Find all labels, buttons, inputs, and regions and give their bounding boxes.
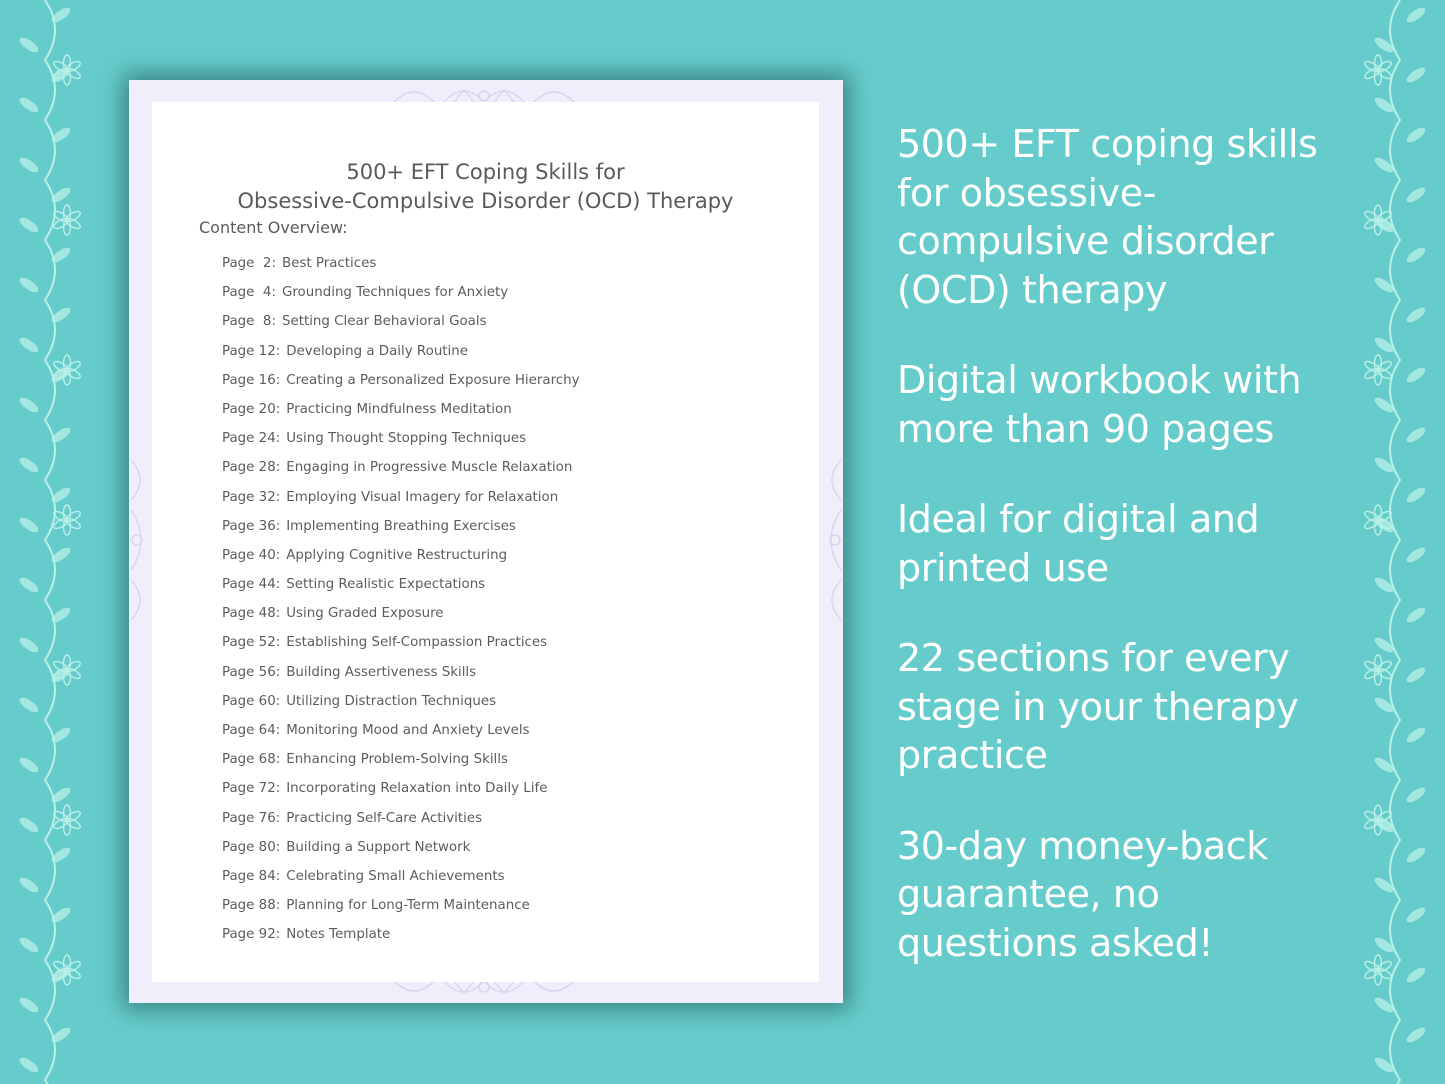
toc-entry-title: Grounding Techniques for Anxiety — [281, 285, 509, 301]
content-overview-heading: Content Overview: — [199, 218, 348, 237]
toc-entry-title: Using Graded Exposure — [286, 606, 444, 622]
toc-page-number: Page 8: — [222, 314, 276, 330]
toc-page-number: Page 88: — [222, 898, 281, 914]
feature-line: (OCD) therapy — [897, 267, 1168, 312]
toc-page-number: Page 32: — [222, 489, 281, 505]
table-of-contents — [222, 253, 580, 954]
toc-entry — [222, 311, 580, 340]
feature-item — [897, 634, 1367, 780]
toc-page-number: Page 60: — [222, 693, 281, 709]
toc-entry — [222, 632, 580, 661]
toc-page-number: Page 40: — [222, 547, 281, 563]
toc-page-number: Page 92: — [222, 927, 281, 943]
toc-entry-title: Using Thought Stopping Techniques — [286, 431, 527, 447]
toc-page-number: Page 52: — [222, 635, 281, 651]
toc-entry-title: Building a Support Network — [286, 839, 471, 855]
toc-entry — [222, 487, 580, 516]
toc-page-number: Page 76: — [222, 810, 281, 826]
toc-entry — [222, 574, 580, 603]
toc-entry — [222, 720, 580, 749]
toc-page-number: Page 12: — [222, 343, 281, 359]
feature-line: 500+ EFT coping skills — [897, 122, 1318, 166]
document-title — [152, 158, 819, 216]
toc-page-number: Page 72: — [222, 781, 281, 797]
toc-entry-title: Celebrating Small Achievements — [286, 868, 505, 884]
toc-entry-title: Practicing Self-Care Activities — [286, 810, 483, 826]
toc-entry-title: Developing a Daily Routine — [286, 343, 469, 359]
toc-entry-title: Utilizing Distraction Techniques — [286, 693, 497, 709]
feature-line: 22 sections for every — [897, 636, 1290, 680]
feature-item — [897, 495, 1367, 592]
feature-item — [897, 120, 1367, 314]
page-content — [152, 102, 819, 982]
floral-vine-left — [0, 0, 90, 1084]
toc-entry — [222, 370, 580, 399]
toc-page-number: Page 4: — [222, 285, 276, 301]
toc-entry-title: Employing Visual Imagery for Relaxation — [286, 489, 559, 505]
toc-entry-title: Applying Cognitive Restructuring — [286, 547, 508, 563]
toc-page-number: Page 68: — [222, 752, 281, 768]
toc-page-number: Page 20: — [222, 401, 281, 417]
toc-entry-title: Setting Clear Behavioral Goals — [281, 314, 487, 330]
toc-page-number: Page 2: — [222, 256, 276, 271]
feature-line: for obsessive- — [897, 170, 1157, 215]
toc-entry — [222, 837, 580, 866]
toc-page-number: Page 56: — [222, 664, 281, 680]
toc-entry — [222, 749, 580, 778]
workbook-page-preview — [129, 80, 843, 1003]
toc-entry — [222, 399, 580, 428]
toc-page-number: Page 84: — [222, 868, 281, 884]
toc-entry — [222, 691, 580, 720]
toc-page-number: Page 44: — [222, 577, 281, 593]
feature-list — [897, 120, 1367, 967]
toc-page-number: Page 16: — [222, 372, 281, 388]
toc-page-number: Page 64: — [222, 723, 281, 738]
floral-vine-right — [1355, 0, 1445, 1084]
feature-line: stage in your therapy — [897, 684, 1299, 729]
toc-entry-title: Monitoring Mood and Anxiety Levels — [286, 723, 530, 738]
toc-page-number: Page 28: — [222, 460, 281, 476]
feature-line: Digital workbook with — [897, 358, 1302, 402]
toc-page-number: Page 80: — [222, 839, 281, 855]
toc-entry-title: Establishing Self-Compassion Practices — [286, 635, 548, 651]
toc-entry — [222, 662, 580, 691]
toc-page-number: Page 24: — [222, 431, 281, 447]
toc-entry-title: Setting Realistic Expectations — [286, 577, 486, 593]
toc-entry — [222, 924, 580, 953]
toc-entry-title: Notes Template — [286, 927, 391, 943]
toc-entry-title: Engaging in Progressive Muscle Relaxation — [286, 460, 573, 476]
feature-line: guarantee, no — [897, 872, 1160, 916]
feature-line: printed use — [897, 545, 1109, 590]
mandala-ornament-left — [129, 450, 153, 630]
toc-entry — [222, 282, 580, 311]
document-title-line-1: 500+ EFT Coping Skills for — [346, 160, 625, 184]
toc-entry-title: Best Practices — [281, 256, 377, 271]
toc-entry-title: Implementing Breathing Exercises — [286, 518, 516, 534]
feature-line: practice — [897, 733, 1048, 777]
feature-line: compulsive disorder — [897, 219, 1274, 263]
toc-entry-title: Enhancing Problem-Solving Skills — [286, 752, 508, 768]
toc-entry — [222, 457, 580, 486]
toc-entry-title: Building Assertiveness Skills — [286, 664, 477, 680]
feature-item — [897, 822, 1367, 968]
toc-entry-title: Incorporating Relaxation into Daily Life — [286, 781, 548, 797]
toc-entry — [222, 516, 580, 545]
feature-line: 30-day money-back — [897, 823, 1268, 868]
toc-entry-title: Practicing Mindfulness Meditation — [286, 401, 512, 417]
mandala-ornament-right — [819, 450, 843, 630]
mandala-ornament-top — [384, 78, 584, 104]
toc-entry — [222, 895, 580, 924]
toc-entry — [222, 866, 580, 895]
mandala-ornament-bottom — [384, 979, 584, 1005]
toc-page-number: Page 48: — [222, 606, 281, 622]
feature-line: Ideal for digital and — [897, 497, 1260, 541]
toc-entry — [222, 778, 580, 807]
feature-line: questions asked! — [897, 920, 1214, 965]
feature-item — [897, 356, 1367, 453]
document-title-line-2: Obsessive-Compulsive Disorder (OCD) Therapy — [237, 189, 734, 213]
toc-entry — [222, 603, 580, 632]
toc-entry — [222, 253, 580, 282]
toc-entry — [222, 428, 580, 457]
feature-line: more than 90 pages — [897, 406, 1274, 451]
toc-page-number: Page 36: — [222, 518, 281, 534]
toc-entry — [222, 341, 580, 370]
toc-entry-title: Planning for Long-Term Maintenance — [286, 898, 530, 914]
toc-entry — [222, 808, 580, 837]
toc-entry-title: Creating a Personalized Exposure Hierarchy — [286, 372, 580, 388]
toc-entry — [222, 545, 580, 574]
